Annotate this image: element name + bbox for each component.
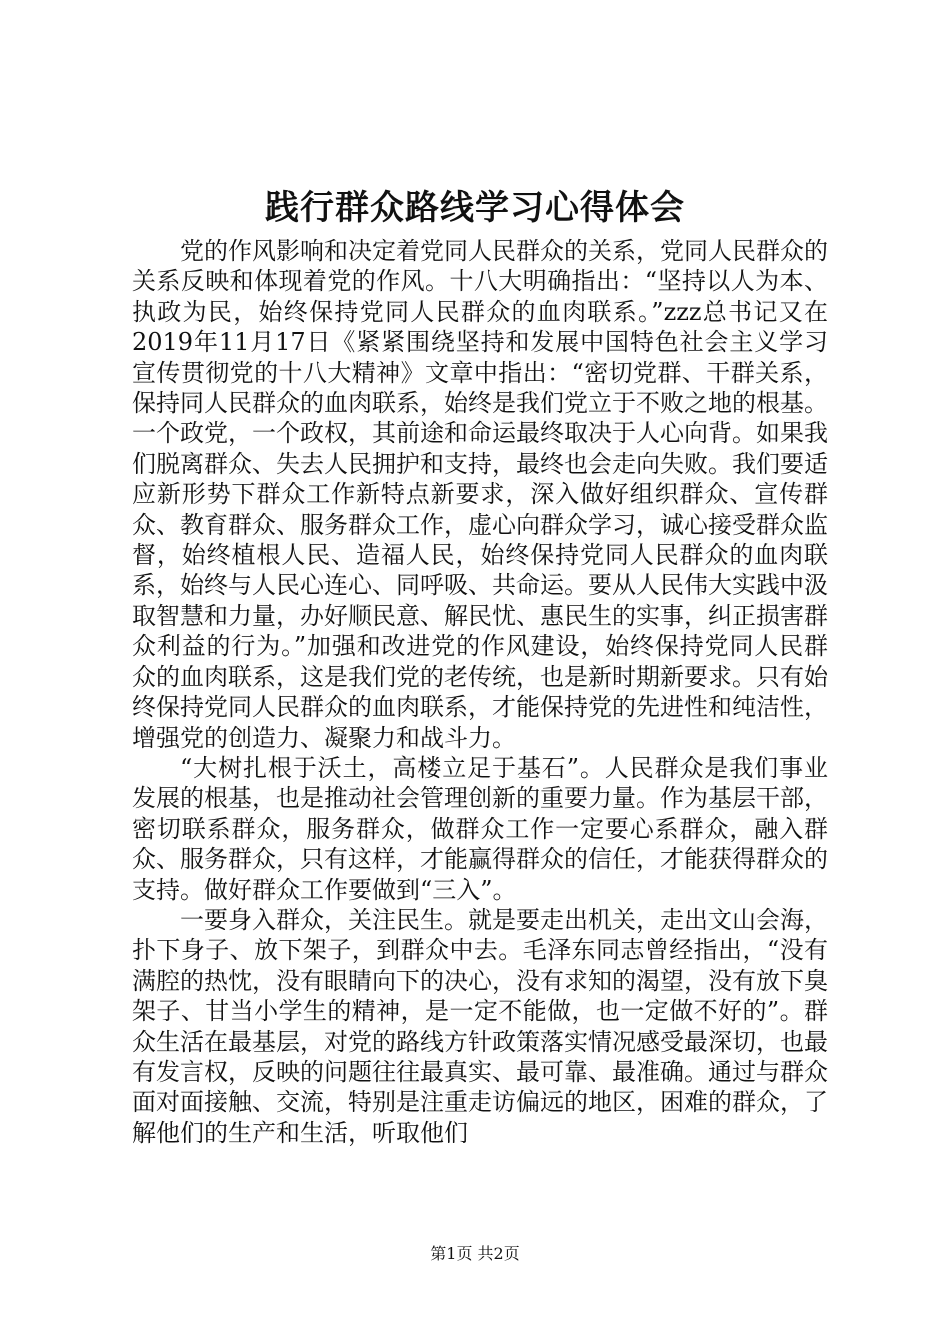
document-title: 践行群众路线学习心得体会 bbox=[265, 188, 685, 228]
page-number-footer: 第1页 共2页 bbox=[430, 1244, 520, 1263]
paragraph-1: 党的作风影响和决定着党同人民群众的关系，党同人民群众的关系反映和体现着党的作风。十八大明确指出：“坚持以人为本、执政为民，始终保持党同人民群众的血肉联系。”zzz总书记又在2019年11月17日《紧紧围绕坚持和发展中国特色社会主义学习宣传贯彻党的十八大精神》文章中指出：“密切党群、干群关系，保持同人民群众的血肉联系，始终是我们党立于不败之地的根基。一个政党，一个政权，其前途和命运最终取决于人心向背。如果我们脱离群众、失去人民拥护和支持，最终也会走向失败。我们要适应新形势下群众工作新特点新要求，深入做好组织群众、宣传群众、教育群众、服务群众工作，虚心向群众学习，诚心接受群众监督，始终植根人民、造福人民，始终保持党同人民群众的血肉联系，始终与人民心连心、同呼吸、共命运。要从人民伟大实践中汲取智慧和力量，办好顺民意、解民忧、惠民生的实事，纠正损害群众利益的行为。”加强和改进党的作风建设，始终保持党同人民群众的血肉联系，这是我们党的老传统，也是新时期新要求。只有始终保持党同人民群众的血肉联系，才能保持党的先进性和纯洁性，增强党的创造力、凝聚力和战斗力。 bbox=[132, 237, 828, 752]
paragraph-2: “大树扎根于沃土，高楼立足于基石”。人民群众是我们事业发展的根基，也是推动社会管理创新的重要力量。作为基层干部，密切联系群众，服务群众，做群众工作一定要心系群众，融入群众、服务群众，只有这样，才能赢得群众的信任，才能获得群众的支持。做好群众工作要做到“三入”。 bbox=[132, 753, 828, 904]
paragraph-3: 一要身入群众，关注民生。就是要走出机关，走出文山会海，扑下身子、放下架子，到群众中去。毛泽东同志曾经指出，“没有满腔的热忱，没有眼睛向下的决心，没有求知的渴望，没有放下臭架子、甘当小学生的精神，是一定不能做，也一定做不好的”。群众生活在最基层，对党的路线方针政策落实情况感受最深切，也最有发言权，反映的问题往往最真实、最可靠、最准确。通过与群众面对面接触、交流，特别是注重走访偏远的地区，困难的群众，了解他们的生产和生活，听取他们 bbox=[132, 905, 828, 1147]
document-body bbox=[132, 236, 828, 1148]
